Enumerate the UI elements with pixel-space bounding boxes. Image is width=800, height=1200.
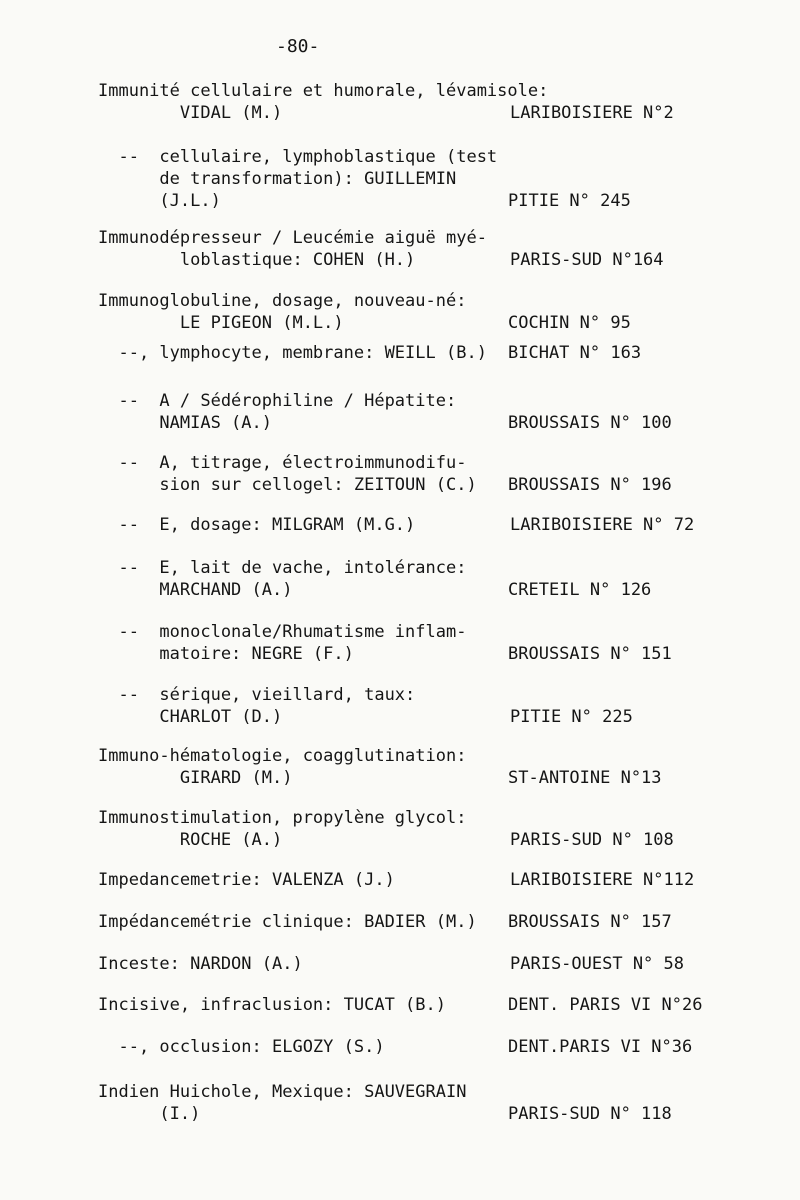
entry-line: matoire: NEGRE (F.) (98, 644, 354, 664)
entry-line: Incisive, infraclusion: TUCAT (B.) (98, 995, 446, 1015)
entry-line: --, occlusion: ELGOZY (S.) (98, 1037, 385, 1057)
index-entry (0, 621, 800, 665)
index-entry (0, 227, 800, 271)
entry-line: CHARLOT (D.) (98, 707, 283, 727)
index-entry (0, 994, 800, 1038)
entry-text (98, 80, 548, 124)
thesis-reference: PARIS-SUD N° 118 (508, 1104, 672, 1124)
entry-line: LE PIGEON (M.L.) (98, 313, 344, 333)
thesis-reference: BICHAT N° 163 (508, 343, 642, 363)
entry-text (98, 1036, 385, 1058)
thesis-reference: LARIBOISIERE N°2 (510, 103, 674, 123)
entry-line: Immunoglobuline, dosage, nouveau-né: (98, 291, 467, 311)
index-entry (0, 1036, 800, 1080)
entry-line: de transformation): GUILLEMIN (98, 169, 457, 189)
entry-text (98, 807, 466, 851)
thesis-reference: BROUSSAIS N° 151 (508, 644, 672, 664)
index-entry (0, 869, 800, 913)
entry-line: -- sérique, vieillard, taux: (98, 685, 416, 705)
entry-line: loblastique: COHEN (H.) (98, 250, 416, 270)
entry-text (98, 745, 466, 789)
index-entry (0, 557, 800, 601)
thesis-reference: PARIS-OUEST N° 58 (510, 954, 684, 974)
thesis-reference: LARIBOISIERE N°112 (510, 870, 695, 890)
entry-line: --, lymphocyte, membrane: WEILL (B.) (98, 343, 487, 363)
entry-text (98, 911, 477, 933)
entry-line: NAMIAS (A.) (98, 413, 272, 433)
index-entry (0, 1081, 800, 1125)
index-entry (0, 452, 800, 496)
entry-text (98, 869, 395, 891)
entry-line: -- monoclonale/Rhumatisme inflam- (98, 622, 467, 642)
index-entry (0, 342, 800, 386)
thesis-reference: PITIE N° 225 (510, 707, 633, 727)
thesis-reference: LARIBOISIERE N° 72 (510, 515, 695, 535)
entry-line: VIDAL (M.) (98, 103, 283, 123)
entry-line: Immunostimulation, propylène glycol: (98, 808, 467, 828)
entry-line: Impedancemetrie: VALENZA (J.) (98, 870, 395, 890)
entry-text (98, 1081, 466, 1125)
entry-line: Immuno-hématologie, coagglutination: (98, 746, 467, 766)
thesis-reference: PITIE N° 245 (508, 191, 631, 211)
thesis-reference: DENT.PARIS VI N°36 (508, 1037, 693, 1057)
entry-text (98, 953, 303, 975)
entry-line: -- A, titrage, électroimmunodifu- (98, 453, 467, 473)
thesis-reference: COCHIN N° 95 (508, 313, 631, 333)
entry-line: -- E, dosage: MILGRAM (M.G.) (98, 515, 416, 535)
thesis-reference: BROUSSAIS N° 196 (508, 475, 672, 495)
entry-line: sion sur cellogel: ZEITOUN (C.) (98, 475, 477, 495)
entry-line: -- A / Sédérophiline / Hépatite: (98, 391, 457, 411)
index-entry (0, 953, 800, 997)
thesis-reference: PARIS-SUD N°164 (510, 250, 664, 270)
entry-line: Immunodépresseur / Leucémie aiguë myé- (98, 228, 487, 248)
entry-text (98, 452, 477, 496)
entry-line: -- E, lait de vache, intolérance: (98, 558, 467, 578)
entry-line: Inceste: NARDON (A.) (98, 954, 303, 974)
entry-text (98, 290, 466, 334)
entry-text (98, 514, 415, 536)
thesis-reference: DENT. PARIS VI N°26 (508, 995, 703, 1015)
entry-line: MARCHAND (A.) (98, 580, 293, 600)
index-entry (0, 911, 800, 955)
entry-text (98, 621, 466, 665)
entry-line: ROCHE (A.) (98, 830, 283, 850)
thesis-reference: BROUSSAIS N° 157 (508, 912, 672, 932)
index-entry (0, 146, 800, 211)
index-entry (0, 80, 800, 124)
entry-text (98, 684, 415, 728)
index-entry (0, 745, 800, 789)
index-entry (0, 807, 800, 851)
entry-line: Impédancemétrie clinique: BADIER (M.) (98, 912, 477, 932)
thesis-reference: CRETEIL N° 126 (508, 580, 652, 600)
entry-line: Immunité cellulaire et humorale, lévamisole: (98, 81, 549, 101)
entry-text (98, 994, 446, 1016)
entry-line: -- cellulaire, lymphoblastique (test (98, 147, 498, 167)
entry-text (98, 557, 466, 601)
index-entry (0, 684, 800, 728)
entry-line: (I.) (98, 1104, 201, 1124)
entry-text (98, 390, 456, 434)
entry-line: Indien Huichole, Mexique: SAUVEGRAIN (98, 1082, 467, 1102)
index-entry (0, 514, 800, 558)
entry-line: GIRARD (M.) (98, 768, 293, 788)
thesis-reference: ST-ANTOINE N°13 (508, 768, 662, 788)
entry-line: (J.L.) (98, 191, 221, 211)
index-entry (0, 390, 800, 434)
thesis-reference: PARIS-SUD N° 108 (510, 830, 674, 850)
index-entry (0, 290, 800, 334)
thesis-reference: BROUSSAIS N° 100 (508, 413, 672, 433)
entry-text (98, 342, 487, 364)
entry-text (98, 146, 497, 212)
page-number: -80- (276, 36, 320, 57)
entry-text (98, 227, 487, 271)
